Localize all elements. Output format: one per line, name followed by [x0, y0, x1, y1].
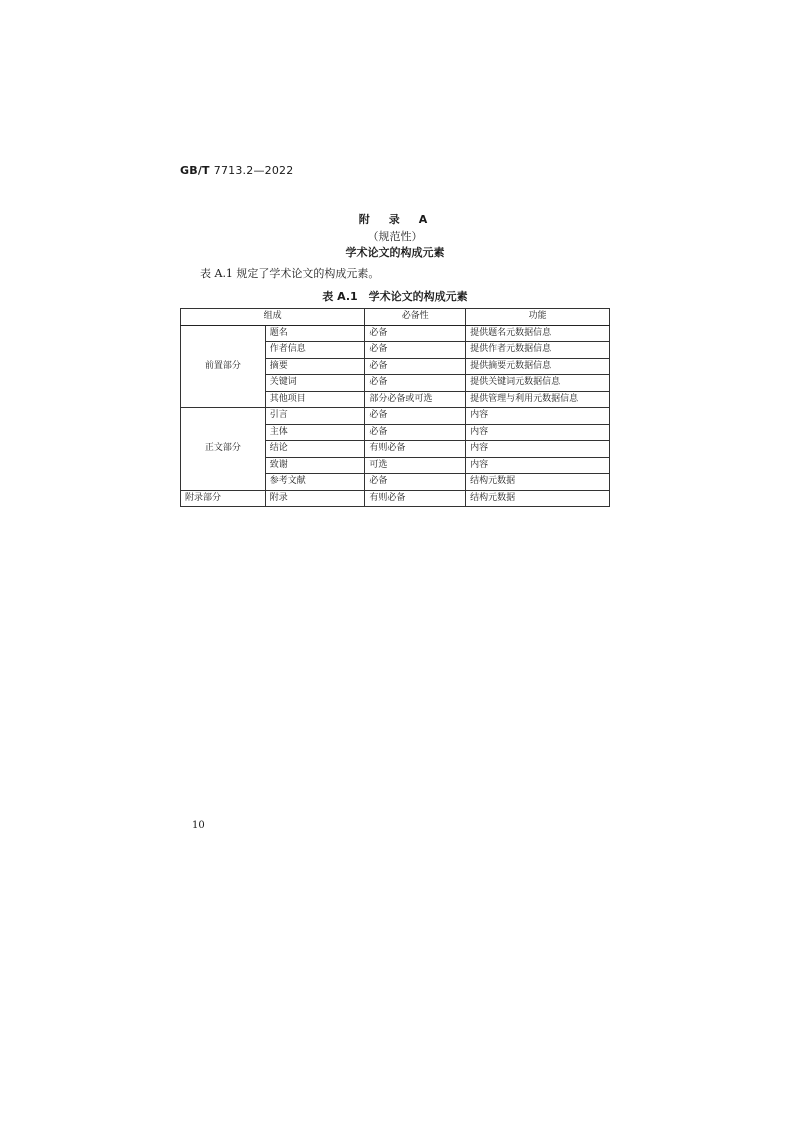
- group-cell: 附录部分: [181, 490, 266, 507]
- elements-table: [180, 308, 610, 507]
- table-row: [181, 325, 610, 342]
- standard-number: 7713.2—2022: [213, 164, 294, 177]
- function-cell: 内容: [466, 408, 610, 425]
- function-cell: 结构元数据: [466, 474, 610, 491]
- element-cell: 其他项目: [265, 391, 365, 408]
- group-cell: 前置部分: [181, 325, 266, 408]
- table-row: [181, 490, 610, 507]
- necessity-cell: 部分必备或可选: [365, 391, 466, 408]
- element-cell: 关键词: [265, 375, 365, 392]
- function-cell: 提供摘要元数据信息: [466, 358, 610, 375]
- element-cell: 题名: [265, 325, 365, 342]
- page-number: 10: [192, 820, 205, 831]
- group-cell: 正文部分: [181, 408, 266, 491]
- necessity-cell: 必备: [365, 375, 466, 392]
- table-header-row: [181, 309, 610, 326]
- function-cell: 提供关键词元数据信息: [466, 375, 610, 392]
- function-cell: 提供题名元数据信息: [466, 325, 610, 342]
- element-cell: 引言: [265, 408, 365, 425]
- necessity-cell: 必备: [365, 408, 466, 425]
- table-caption: 表 A.1 学术论文的构成元素: [322, 290, 468, 303]
- function-cell: 内容: [466, 441, 610, 458]
- necessity-cell: 必备: [365, 424, 466, 441]
- standard-code: [180, 164, 293, 177]
- necessity-cell: 有则必备: [365, 490, 466, 507]
- function-cell: 结构元数据: [466, 490, 610, 507]
- necessity-cell: 可选: [365, 457, 466, 474]
- intro-paragraph: 表 A.1 规定了学术论文的构成元素。: [200, 267, 380, 280]
- necessity-cell: 必备: [365, 358, 466, 375]
- necessity-cell: 必备: [365, 325, 466, 342]
- element-cell: 作者信息: [265, 342, 365, 359]
- header-composition: 组成: [181, 309, 365, 326]
- function-cell: 内容: [466, 457, 610, 474]
- element-cell: 结论: [265, 441, 365, 458]
- element-cell: 附录: [265, 490, 365, 507]
- necessity-cell: 有则必备: [365, 441, 466, 458]
- necessity-cell: 必备: [365, 474, 466, 491]
- element-cell: 摘要: [265, 358, 365, 375]
- appendix-subject: 学术论文的构成元素: [345, 246, 445, 259]
- function-cell: 提供管理与利用元数据信息: [466, 391, 610, 408]
- header-necessity: 必备性: [365, 309, 466, 326]
- function-cell: 内容: [466, 424, 610, 441]
- element-cell: 致谢: [265, 457, 365, 474]
- element-cell: 主体: [265, 424, 365, 441]
- appendix-nature: （规范性）: [367, 230, 423, 243]
- necessity-cell: 必备: [365, 342, 466, 359]
- appendix-title: 附 录 A: [358, 213, 432, 226]
- header-function: 功能: [466, 309, 610, 326]
- function-cell: 提供作者元数据信息: [466, 342, 610, 359]
- element-cell: 参考文献: [265, 474, 365, 491]
- table-row: [181, 408, 610, 425]
- standard-prefix: GB/T: [180, 164, 210, 177]
